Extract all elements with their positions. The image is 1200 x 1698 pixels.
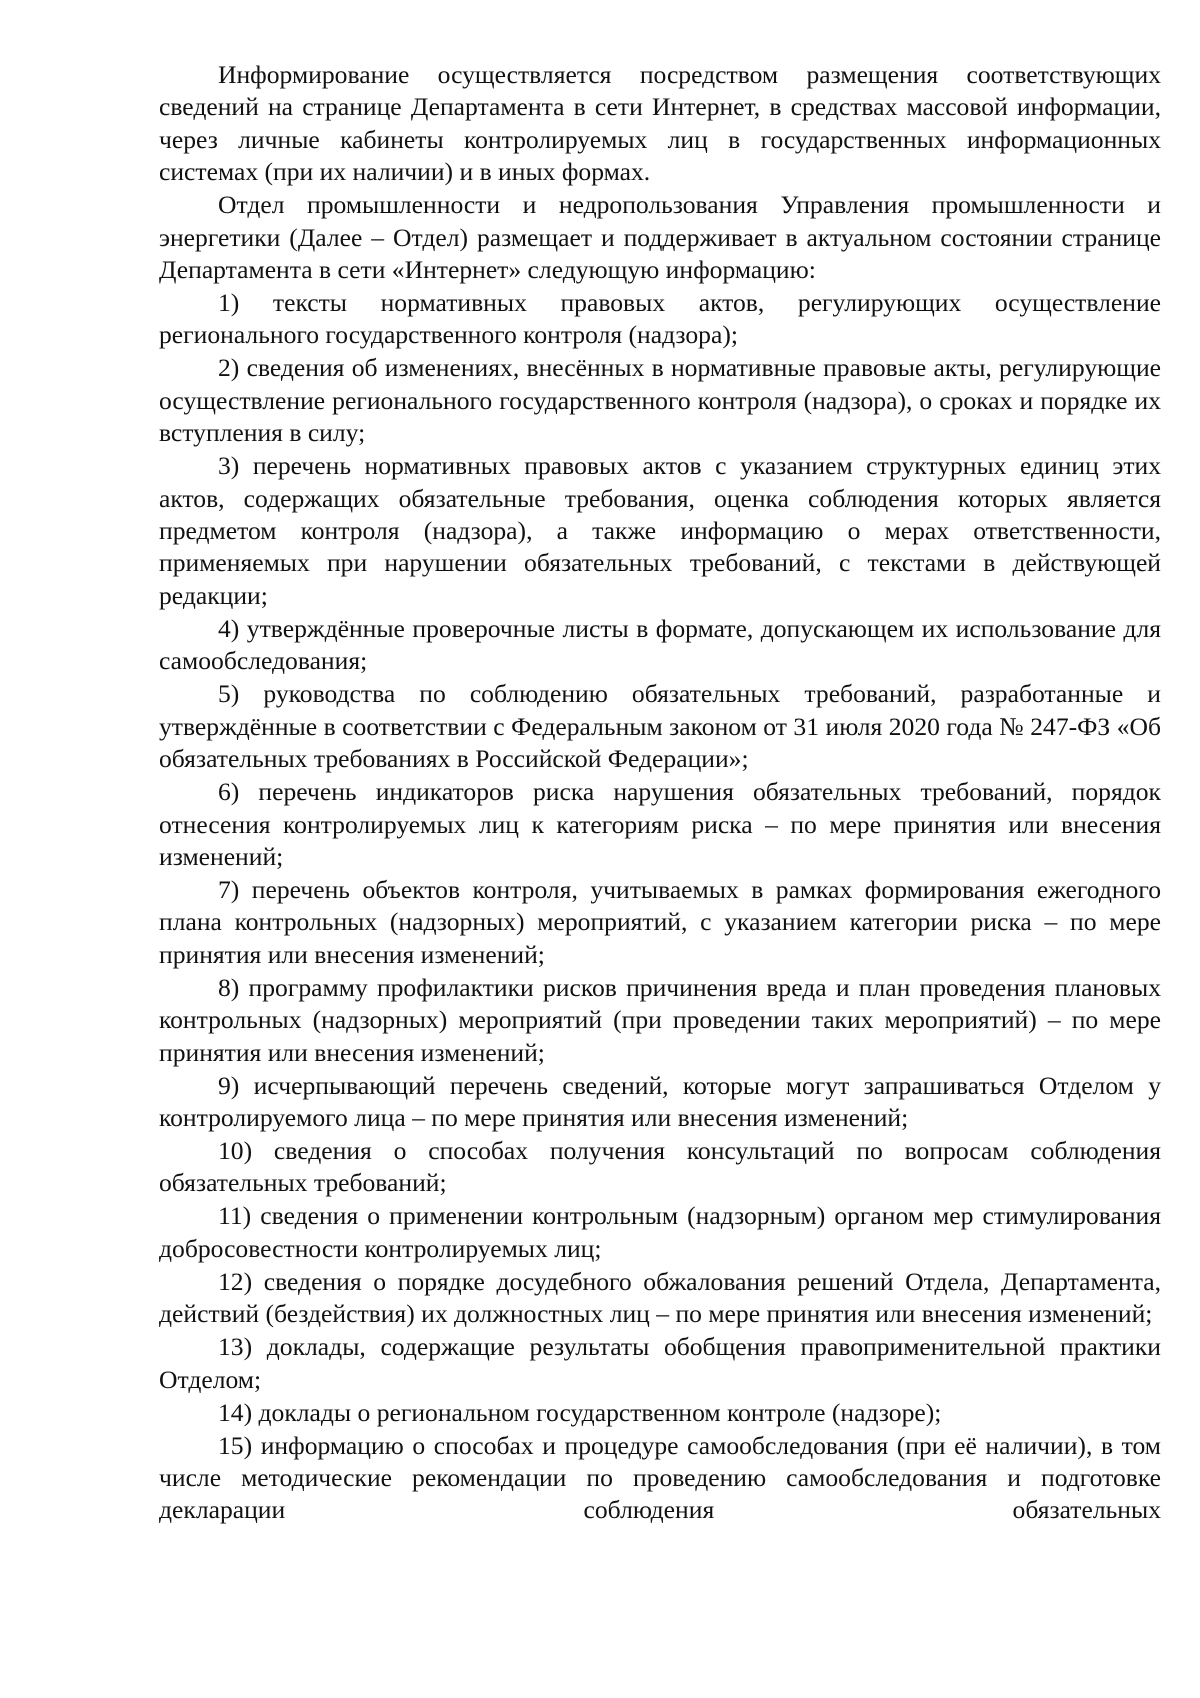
list-item-14: 14) доклады о региональном государственном контроле (надзоре); xyxy=(218,1397,942,1427)
paragraph-department-info: Отдел промышленности и недропользования Управления промышленности и энергетики (Далее – Отдел) размещает и поддерживает в актуальном состоянии странице Департамента в сети «Интернет» следующую информацию: xyxy=(159,190,1161,285)
list-item-8: 8) программу профилактики рисков причинения вреда и план проведения плановых контрольных (надзорных) мероприятий (при проведении таких мероприятий) – по мере принятия или внесения изменений; xyxy=(159,972,1161,1067)
list-item-1: 1) тексты нормативных правовых актов, регулирующих осуществление регионального государственного контроля (надзора); xyxy=(159,288,1161,350)
paragraph-informing: Информирование осуществляется посредством размещения соответствующих сведений на странице Департамента в сети Интернет, в средствах массовой информации, через личные кабинеты контролируемых лиц в государственных информационных системах (при их наличии) и в иных формах. xyxy=(159,60,1161,187)
list-item-6: 6) перечень индикаторов риска нарушения обязательных требований, порядок отнесения контролируемых лиц к категориям риска – по мере принятия или внесения изменений; xyxy=(159,777,1161,871)
list-item-15: 15) информацию о способах и процедуре самообследования (при её наличии), в том числе методические рекомендации по проведению самообследования и подготовке декларации соблюдения обязательных xyxy=(159,1430,1161,1525)
list-item-2: 2) сведения об изменениях, внесённых в нормативные правовые акты, регулирующие осуществление регионального государственного контроля (надзора), о сроках и порядке их вступления в силу; xyxy=(159,353,1161,448)
list-item-10: 10) сведения о способах получения консультаций по вопросам соблюдения обязательных требований; xyxy=(159,1135,1161,1198)
list-item-13: 13) доклады, содержащие результаты обобщения правоприменительной практики Отделом; xyxy=(159,1332,1161,1394)
list-item-3: 3) перечень нормативных правовых актов с указанием структурных единиц этих актов, содержащих обязательные требования, оценка соблюдения которых является предметом контроля (надзора), а также информацию о мерах ответственности, применяемых при нарушении обязательных требований, с текстами в действующей редакции; xyxy=(159,451,1161,610)
list-item-9: 9) исчерпывающий перечень сведений, которые могут запрашиваться Отделом у контролируемого лица – по мере принятия или внесения изменений; xyxy=(159,1070,1161,1132)
list-item-5: 5) руководства по соблюдению обязательных требований, разработанные и утверждённые в соответствии с Федеральным законом от 31 июля 2020 года № 247-ФЗ «Об обязательных требованиях в Российской Федерации»; xyxy=(159,679,1161,774)
list-item-4: 4) утверждённые проверочные листы в формате, допускающем их использование для самообследования; xyxy=(159,613,1161,676)
list-item-7: 7) перечень объектов контроля, учитываемых в рамках формирования ежегодного плана контрольных (надзорных) мероприятий, с указанием категории риска – по мере принятия или внесения изменений; xyxy=(159,874,1161,969)
list-item-12: 12) сведения о порядке досудебного обжалования решений Отдела, Департамента, действий (бездействия) их должностных лиц – по мере принятия или внесения изменений; xyxy=(159,1266,1161,1329)
list-item-11: 11) сведения о применении контрольным (надзорным) органом мер стимулирования добросовестности контролируемых лиц; xyxy=(159,1201,1161,1263)
document-body xyxy=(159,59,1161,1527)
